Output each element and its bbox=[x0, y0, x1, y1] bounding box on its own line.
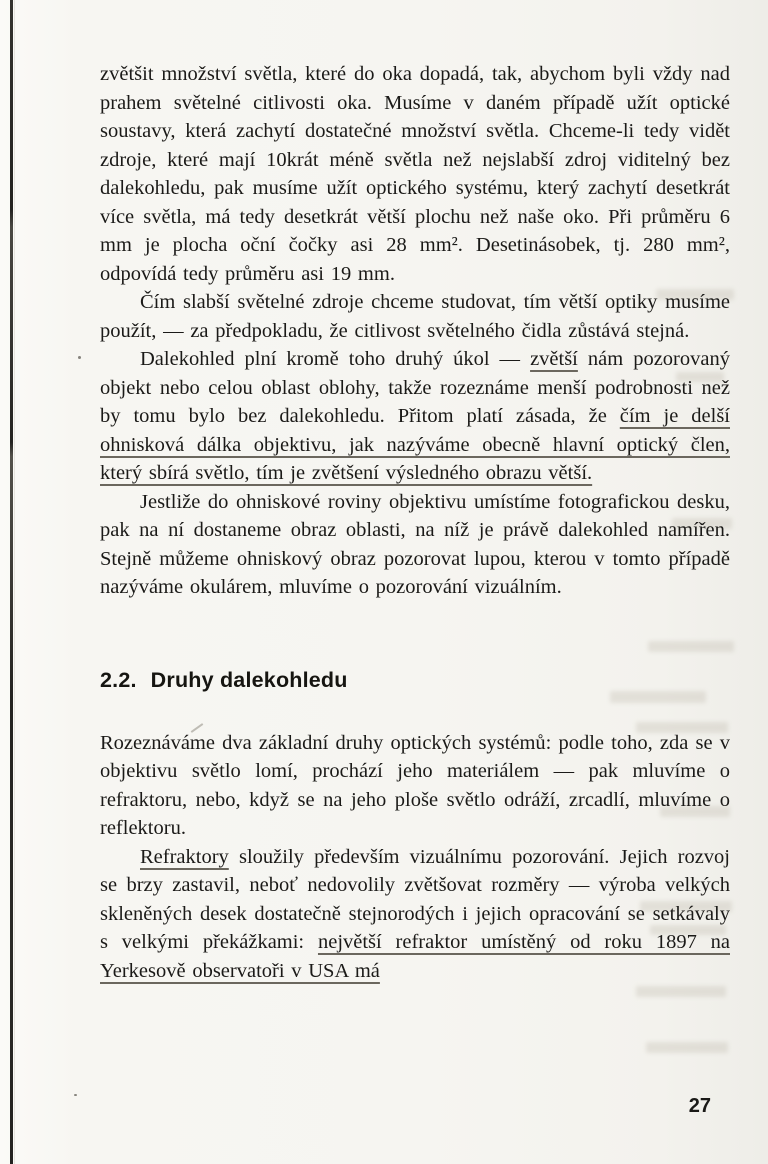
underlined-text-run: největší refraktor umístěný od roku 1897 na Yerkesově observatoři v USA má bbox=[100, 931, 730, 982]
text-column bbox=[100, 60, 730, 985]
scan-speck bbox=[74, 1094, 77, 1096]
text-run: Jestliže do ohniskové roviny objektivu umístíme fotografickou desku, pak na ní dostaneme obraz oblasti, na níž je právě dalekohled namířen. Stejně můžeme ohniskový obraz pozorovat lupou, kterou v tomto případě nazýváme okulárem, mluvíme o pozorování vizuálním. bbox=[100, 490, 730, 598]
text-run: nám pozorovaný objekt nebo celou oblast oblohy, takže rozeznáme menší podrobnosti než by tomu bylo bez dalekohledu. Přitom platí zásada, že bbox=[100, 348, 730, 427]
ghost-text-smudge bbox=[646, 1042, 728, 1053]
paragraph-continuation bbox=[100, 60, 730, 288]
text-run: Rozeznáváme dva základní druhy optických systémů: podle toho, zda se v objektivu světlo lomí, prochází jeho materiálem — pak mluvíme o refraktoru, nebo, když se na jeho ploše světlo odráží, zrcadlí, mluvíme o reflektoru. bbox=[100, 731, 730, 839]
underlined-text-run: zvětší bbox=[530, 348, 578, 370]
section-title: Druhy dalekohledu bbox=[150, 667, 348, 692]
paragraph bbox=[100, 488, 730, 602]
text-run: sloužily především vizuálnímu pozorování. Jejich rozvoj se brzy zastavil, neboť nedovolily zvětšovat rozměry — výroba velkých skleněných desek dostatečně stejnorodých i jejich opracování se setkávaly s velkými překážkami: bbox=[100, 845, 730, 953]
text-run: Čím slabší světelné zdroje chceme studovat, tím větší optiky musíme použít, — za předpokladu, že citlivost světelného čidla zůstává stejná. bbox=[100, 291, 730, 342]
underlined-text-run: čím je delší ohnisková dálka objektivu, jak nazýváme obecně hlavní optický člen, který sbírá světlo, tím je zvětšení výsledného obrazu větší. bbox=[100, 405, 730, 484]
section-number: 2.2. bbox=[100, 667, 137, 692]
ghost-text-smudge bbox=[636, 986, 726, 997]
scan-speck bbox=[78, 356, 81, 359]
binding-shadow-line bbox=[14, 0, 15, 1164]
page-number: 27 bbox=[688, 1095, 711, 1117]
underlined-text-run: Refraktory bbox=[140, 845, 229, 868]
paragraph bbox=[100, 345, 730, 488]
paragraph bbox=[100, 729, 730, 843]
paragraph bbox=[100, 843, 730, 986]
book-binding-line bbox=[10, 0, 13, 1164]
paragraph bbox=[100, 288, 730, 345]
text-run: zvětšit množství světla, které do oka dopadá, tak, abychom byli vždy nad prahem světelné citlivosti oka. Musíme v daném případě užít optické soustavy, která zachytí dostatečné množství světla. Chceme-li tedy vidět zdroje, které mají 10krát méně světla než nejslabší zdroj viditelný bez dalekohledu, pak musíme užít optického systému, který zachytí desetkrát více světla, má tedy desetkrát větší plochu než naše oko. Při průměru 6 mm je plocha oční čočky asi 28 mm². Desetinásobek, tj. 280 mm², odpovídá tedy průměru asi 19 mm. bbox=[100, 63, 730, 285]
text-run: Dalekohled plní kromě toho druhý úkol — bbox=[140, 348, 531, 370]
section-heading bbox=[100, 668, 730, 693]
